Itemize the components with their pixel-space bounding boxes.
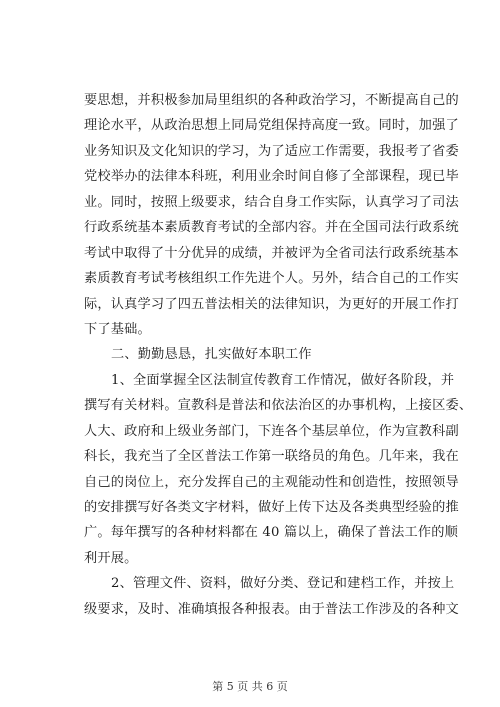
- text-line: 自己的岗位上，充分发挥自己的主观能动性和创造性，按照领导: [84, 474, 459, 490]
- text-line: 际，认真学习了四五普法相关的法律知识，为更好的开展工作打: [84, 296, 459, 312]
- paragraph-first-line: 2、管理文件、资料，做好分类、登记和建档工作，并按上: [111, 576, 455, 592]
- paragraph-first-line: 1、全面掌握全区法制宣传教育工作情况，做好各阶段，并: [111, 372, 455, 388]
- text-line: 广。每年撰写的各种材料都在 40 篇以上，确保了普法工作的顺: [84, 525, 459, 541]
- text-line: 考试中取得了十分优异的成绩，并被评为全省司法行政系统基本: [84, 245, 459, 261]
- text-line: 党校举办的法律本科班，利用业余时间自修了全部课程，现已毕: [84, 169, 459, 185]
- text-line: 业务知识及文化知识的学习，为了适应工作需要，我报考了省委: [84, 143, 459, 159]
- text-line: 理论水平，从政治思想上同局党组保持高度一致。同时，加强了: [84, 118, 459, 134]
- text-line: 要思想，并积极参加局里组织的各种政治学习，不断提高自己的: [84, 93, 459, 108]
- text-line: 科长，我充当了全区普法工作第一联络员的角色。几年来，我在: [84, 449, 459, 465]
- text-line: 业。同时，按照上级要求，结合自身工作实际，认真学习了司法: [84, 194, 459, 210]
- text-line: 利开展。: [84, 550, 138, 566]
- text-line: 下了基础。: [84, 321, 151, 337]
- text-line: 级要求，及时、准确填报各种报表。由于普法工作涉及的各种文: [84, 601, 459, 617]
- document-body: [84, 88, 473, 622]
- section-heading: 二、勤勤恳恳，扎实做好本职工作: [111, 347, 312, 363]
- text-line: 素质教育考试考核组织工作先进个人。另外，结合自己的工作实: [84, 271, 459, 287]
- text-line: 撰写有关材料。宣教科是普法和依法治区的办事机构，上接区委、: [84, 398, 473, 414]
- page-number-footer: 第 5 页 共 6 页: [212, 680, 288, 693]
- text-line: 行政系统基本素质教育考试的全部内容。并在全国司法行政系统: [84, 220, 459, 236]
- text-line: 的安排撰写好各类文字材料，做好上传下达及各类典型经验的推: [84, 500, 459, 515]
- text-line: 人大、政府和上级业务部门，下连各个基层单位，作为宣教科副: [84, 423, 459, 439]
